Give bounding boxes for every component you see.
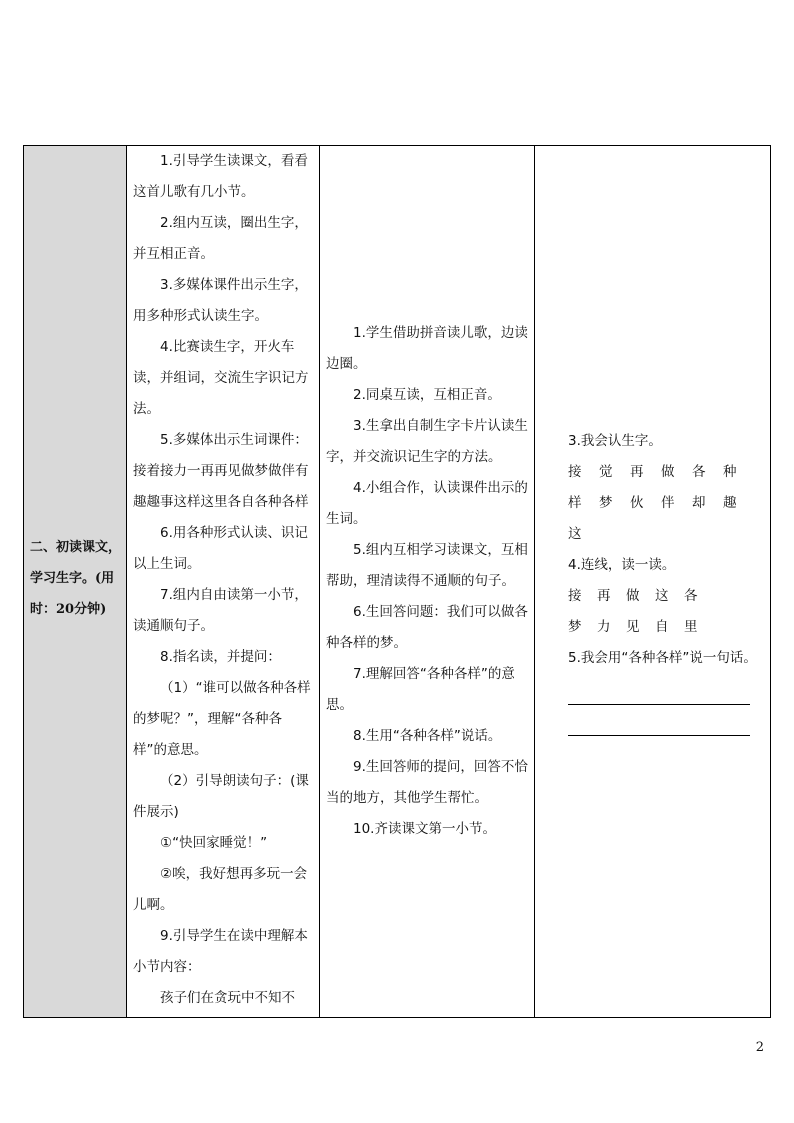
match-char[interactable]: 梦 (568, 619, 582, 635)
match-char[interactable]: 力 (597, 619, 611, 635)
char-item: 种 (723, 464, 737, 480)
student-activity-column (320, 146, 535, 1017)
teacher-step: 9.引导学生在读中理解本小节内容： (133, 928, 308, 975)
teacher-step: （2）引导朗读句子：(课件展示) (133, 773, 309, 820)
char-item: 伴 (661, 495, 675, 511)
char-item: 各 (692, 464, 706, 480)
lesson-plan-table (23, 145, 771, 1018)
teacher-step: 5.多媒体出示生词课件：接着接力一再再见做梦做伴有趣趣事这样这里各自各种各样 (133, 432, 309, 510)
teacher-step: 孩子们在贪玩中不知不 (160, 990, 295, 1006)
answer-line[interactable] (568, 704, 750, 705)
char-item: 样 (568, 495, 582, 511)
match-char[interactable]: 里 (684, 619, 698, 635)
student-steps-list (326, 318, 528, 845)
exercise-4-row-bottom (568, 612, 759, 643)
match-char[interactable]: 这 (655, 588, 669, 604)
char-item: 接 (568, 464, 582, 480)
student-step: 1.学生借助拼音读儿歌，边读边圈。 (326, 325, 528, 372)
teacher-step: 2.组内互读，圈出生字，并互相正音。 (133, 215, 308, 262)
match-char[interactable]: 做 (626, 588, 640, 604)
section-column (24, 146, 127, 1017)
char-item: 觉 (599, 464, 613, 480)
student-step: 7.理解回答“各种各样”的意思。 (326, 666, 515, 713)
teacher-step: ②唉，我好想再多玩一会儿啊。 (133, 866, 308, 913)
match-char[interactable]: 见 (626, 619, 640, 635)
teacher-step: （1）“谁可以做各种各样的梦呢？”，理解“各种各样”的意思。 (133, 680, 311, 758)
match-char[interactable]: 接 (568, 588, 582, 604)
char-item: 这 (568, 526, 582, 542)
exercise-3-chars (568, 457, 759, 550)
char-item: 做 (661, 464, 675, 480)
exercise-3-title: 3.我会认生字。 (568, 433, 662, 449)
student-step: 2.同桌互读，互相正音。 (353, 387, 501, 403)
student-step: 6.生回答问题：我们可以做各种各样的梦。 (326, 604, 528, 651)
match-char[interactable]: 各 (684, 588, 698, 604)
teacher-step: 7.组内自由读第一小节，读通顺句子。 (133, 587, 308, 634)
student-step: 3.生拿出自制生字卡片认读生字，并交流识记生字的方法。 (326, 418, 528, 465)
teacher-step: 4.比赛读生字，开火车读，并组词，交流生字识记方法。 (133, 339, 309, 417)
student-step: 8.生用“各种各样”说话。 (353, 728, 502, 744)
char-item: 梦 (599, 495, 613, 511)
teacher-step: 3.多媒体课件出示生字，用多种形式认读生字。 (133, 277, 308, 324)
teacher-activity-column (127, 146, 320, 1017)
student-step: 9.生回答师的提问，回答不恰当的地方，其他学生帮忙。 (326, 759, 528, 806)
exercise-column (535, 146, 771, 1017)
match-char[interactable]: 自 (655, 619, 669, 635)
char-item: 再 (630, 464, 644, 480)
page-number: 2 (755, 1040, 764, 1055)
exercise-content (568, 426, 759, 736)
exercise-4-row-top (568, 581, 759, 612)
section-header: 二、初读课文，学习生字。(用时：20分钟) (30, 540, 122, 617)
char-item: 伙 (630, 495, 644, 511)
teacher-step: 1.引导学生读课文，看看这首儿歌有几小节。 (133, 153, 308, 200)
teacher-step: 8.指名读，并提问： (160, 649, 281, 665)
teacher-steps-list (133, 146, 313, 1014)
student-step: 4.小组合作，认读课件出示的生词。 (326, 480, 528, 527)
answer-line[interactable] (568, 735, 750, 736)
teacher-step: 6.用各种形式认读、识记以上生词。 (133, 525, 308, 572)
char-item: 趣 (723, 495, 737, 511)
student-step: 5.组内互相学习读课文，互相帮助，理清读得不通顺的句子。 (326, 542, 528, 589)
exercise-5-title: 5.我会用“各种各样”说一句话。 (568, 650, 757, 666)
match-char[interactable]: 再 (597, 588, 611, 604)
teacher-step: ①“快回家睡觉！” (160, 835, 268, 851)
student-step: 10.齐读课文第一小节。 (353, 821, 496, 837)
exercise-4-title: 4.连线，读一读。 (568, 557, 676, 573)
char-item: 却 (692, 495, 706, 511)
